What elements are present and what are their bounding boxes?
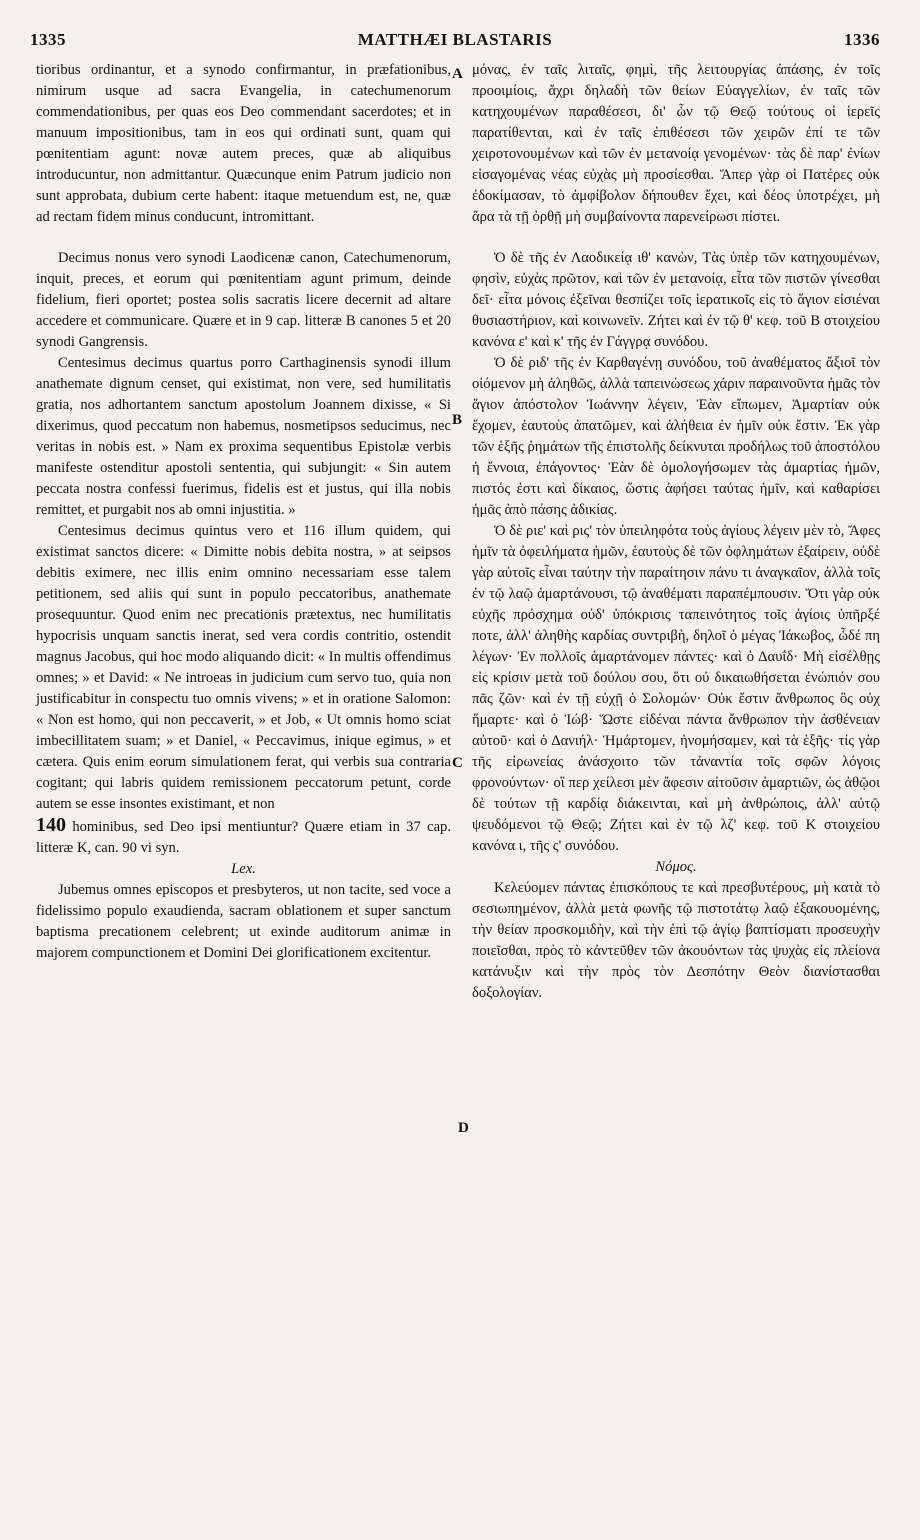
margin-letter-c: C <box>452 755 463 771</box>
latin-paragraph-1: tioribus ordinantur, et a synodo confirmantur, in præfationibus, nimirum usque ad sacra Evangelia, in catechumenorum commendationibus, per quas eos Deo commendant sacerdotes; et in manuum impositionibus, tam in eos qui ordinati sunt, quam qui pœnitentiam agunt: novæ autem preces, quæ ab aliquibus introducuntur, non admittantur. Quæcunque enim Patrum judicio non sunt approbata, dubium certe habent: itaque metuendum est, ne, quæ ad rectam fidem minus conducunt, intromittant. <box>36 62 451 225</box>
latin-paragraph-4-continued <box>36 815 451 859</box>
column-number: 140 <box>36 814 66 836</box>
greek-paragraph-5: Κελεύομεν πάντας ἐπισκόπους τε καὶ πρεσβυτέρους, μὴ κατὰ τὸ σεσιωπημένον, ἀλλὰ μετὰ φωνῆς τῷ πιστοτάτῳ λαῷ ἐξακουομένης, τὴν θείαν προσκομιδὴν, καὶ τὴν ἐπὶ τῷ ἁγίῳ βαπτίσματι προσευχὴν ποιεῖσθαι, πρὸς τὸ κἀντεῦθεν τῶν ἀκουόντων τὰς ψυχὰς εἰς πλείονα κατάνυξιν καὶ τὴν πρὸς τὸν Δεσπότην Θεὸν διανίστασθαι δοξολογίαν. <box>472 880 880 1001</box>
latin-paragraph-4: Centesimus decimus quintus vero et 116 illum quidem, qui existimat sanctos dicere: « Dimitte nobis debita nostra, » at seipsos debitis eximere, nec illis enim omnino necessariam esse talem petitionem, sed aliis qui sunt in populo peccatoribus, anathemate prosequuntur. Quod enim nec precationis prætextus, nec humilitatis hypocrisis unquam sanctis inerat, sed vera cordis contritio, ostendit magnus Jacobus, qui hoc modo aliquando dicit: « In multis offendimus omnes; » et David: « Ne introeas in judicium cum servo tuo, quia non justificabitur in conspectu tuo omnis vivens; » et in oratione Salomon: « Non est homo, qui non peccaverit, » et Job, « Ut omnis homo sciat imbecillitatem suam; » et Daniel, « Peccavimus, inique egimus, » et cætera. Quis enim eorum simulationem ferat, qui verbis sua contraria cogitant; qui labris quidem remissionem peccatorum petunt, corde autem se esse insontes existimant, et non <box>36 523 451 812</box>
greek-paragraph-3: Ὁ δὲ ριδ' τῆς ἐν Καρθαγένῃ συνόδου, τοῦ ἀναθέματος ἄξιοῖ τὸν οἰόμενον μὴ ἀληθῶς, ἀλλὰ ταπεινώσεως χάριν παραινοῦντα ἡμᾶς τὸν ἅγιον ἀπόστολον Ἰωάννην λέγειν, Ἐὰν εἴπωμεν, Ἁμαρτίαν οὐκ ἔχομεν, ἑαυτοὺς ἀπατῶμεν, καὶ ἀλήθεια ἐν ἡμῖν οὐκ ἔστιν. Ἐκ γὰρ τῶν ἑξῆς ῥημάτων τῆς ἐπιστολῆς δείκνυται προδήλως τοῦ ἀποστόλου ἡ ἔννοια, ἐπάγοντος· Ἐὰν δὲ ὁμολογήσωμεν τὰς ἁμαρτίας ἡμῶν, πιστός ἐστι καὶ δίκαιος, ὥστις ἀφήσει ταύτας ἡμῖν, καὶ καθαρίσει ἡμᾶς ἀπὸ πάσης ἀδικίας. <box>472 355 880 518</box>
nomos-heading: Νόμος. <box>655 859 697 875</box>
page-number-left: 1335 <box>30 30 66 49</box>
latin-paragraph-3: Centesimus decimus quartus porro Carthaginensis synodi illum anathemate dignum censet, qui existimat, non vere, sed humilitatis gratia, nos adhortantem sanctum apostolum Joannem dixisse, « Si dixerimus, quod peccatum non habemus, nosmetipsos seducimus, nec veritas in nobis est. » Nam ex proxima sequentibus Epistolæ verbis manifeste ostenditur apostoli sententia, qui subjungit: « Sin autem peccata nostra confessi fuerimus, fidelis est et justus, qui illa nobis remittet, et purgabit nos ab omni injustitia. » <box>36 355 451 518</box>
page-number-right: 1336 <box>844 30 880 49</box>
margin-letter-d: D <box>458 1120 469 1136</box>
greek-column <box>472 60 880 1004</box>
latin-paragraph-4-end: hominibus, sed Deo ipsi mentiuntur? Quære etiam in 37 cap. litteræ K, can. 90 vi syn. <box>36 819 451 856</box>
greek-paragraph-1: μόνας, ἐν ταῖς λιταῖς, φημὶ, τῆς λειτουργίας ἀπάσης, ἐν τοῖς προοιμίοις, ἄχρι δηλαδὴ τῶν θείων Εὐαγγελίων, ἐν ταῖς τῶν κατηχουμένων παραθέσεσι, δι' ὧν τῷ Θεῷ τούτους οἱ ἱερεῖς παρατίθενται, καὶ ἐν ταῖς ἐπιθέσεσι τῶν χειρῶν ἐπί τε τῶν χειροτονουμένων καὶ τῶν ἐν μετανοίᾳ γενομένων· τὰς δὲ παρ' ἐνίων εἰσαγομένας νέας εὐχὰς μὴ προσίεσθαι. Ἅπερ γὰρ οἱ Πατέρες οὐκ ἐδοκίμασαν, τὸ ἀμφίβολον δήπουθεν ἔχει, καὶ δέος ὑποτρέχει, μὴ ἄρα τὰ τῇ ὀρθῇ μὴ συμβαίνοντα παρενείρωσι πίστει. <box>472 62 880 225</box>
page-header <box>30 30 880 60</box>
latin-paragraph-2: Decimus nonus vero synodi Laodicenæ canon, Catechumenorum, inquit, preces, et eorum qui pœnitentiam agunt primum, deinde fidelium, fieri oportet; postea solis sacratis licere decernit ad altare accedere et communicare. Quære et in 9 cap. litteræ B canones 5 et 20 synodi Gangrensis. <box>36 250 451 350</box>
lex-heading: Lex. <box>231 861 256 877</box>
greek-paragraph-4: Ὁ δὲ ριε' καὶ ρις' τὸν ὑπειληφότα τοὺς ἁγίους λέγειν μὲν τὸ, Ἄφες ἡμῖν τὰ ὀφειλήματα ἡμῶν, ἑαυτοὺς δὲ τῶν ὀφλημάτων ἐξαίρειν, οὐδὲ γὰρ αὐτοῖς εἶναι ταύτην τὴν παραίτησιν πάνυ τι ἀναγκαῖον, ἀλλὰ τοῖς ἐν τῷ λαῷ ἁμαρτάνουσι, τῷ ἀναθέματι παραπέμπουσιν. Ὅτι γὰρ οὐκ εὐχῆς πρόσχημα οὐδ' ὑπόκρισις ταπεινότητος τοῖς ἁγίοις ὑπῆρξέ ποτε, ἀλλ' ἀληθὴς καρδίας συντριβὴ, δηλοῖ ὁ μέγας Ἰάκωβος, ὧδέ πη λέγων· Ἐν πολλοῖς ἁμαρτάνομεν πάντες· καὶ ὁ Δαυΐδ· Μὴ εἰσέλθῃς εἰς κρίσιν μετὰ τοῦ δούλου σου, ὅτι οὐ δικαιωθήσεται ἐνώπιόν σου πᾶς ζῶν· καὶ ἐν τῇ εὐχῇ ὁ Σολομών· Οὐκ ἔστιν ἄνθρωπος ὃς οὐχ ἥμαρτε· καὶ ὁ Ἰώβ· Ὥστε εἰδέναι πάντα ἄνθρωπον τὴν ἀσθένειαν αὐτοῦ· καὶ ὁ Δανιήλ· Ἡμάρτομεν, ἠνομήσαμεν, καὶ τὰ ἑξῆς· τίς γὰρ τῆς εἰρωνείας ἀνάσχοιτο τῶν τἀναντία τοῖς σφῶν λόγοις φρονούντων· οἳ περ χείλεσι μὲν ἄφεσιν αἰτοῦσιν ἁμαρτιῶν, ὡς ἀθῷοι δὲ τούτων τῇ καρδίᾳ διάκεινται, καὶ μὴ ἀνθρώποις, ἀλλ' αὐτῷ ψευδόμενοι τῷ Θεῷ; Ζήτει καὶ ἐν τῷ λζ' κεφ. τοῦ Κ στοιχείου κανόνα ι, τῆς ς' συνόδου. <box>472 523 880 854</box>
greek-paragraph-2: Ὁ δὲ τῆς ἐν Λαοδικείᾳ ιθ' κανὼν, Τὰς ὑπὲρ τῶν κατηχουμένων, φησὶν, εὐχὰς πρῶτον, καὶ τῶν ἐν μετανοίᾳ, εἶτα τῶν πιστῶν γίνεσθαι δεῖ· εἶτα μόνοις ἐξεῖναι θεσπίζει τοῖς ἱερατικοῖς εἰς τὸ ἅγιον εἰσιέναι θυσιαστήριον, καὶ κοινωνεῖν. Ζήτει καὶ ἐν τῷ θ' κεφ. τοῦ Β στοιχείου κανόνα ε' καὶ κ' τῆς ἐν Γάγγρᾳ συνόδου. <box>472 250 880 350</box>
latin-column <box>36 60 451 964</box>
margin-letter-a: A <box>452 66 463 82</box>
margin-letter-b: B <box>452 412 463 428</box>
latin-paragraph-5: Jubemus omnes episcopos et presbyteros, ut non tacite, sed voce a fidelissimo populo exaudienda, sacram oblationem et super sanctum baptisma precationem celebrent; ut exinde auditorum animæ in majorem compunctionem et Domini Dei glorificationem excitentur. <box>36 882 451 961</box>
running-title: MATTHÆI BLASTARIS <box>357 30 553 49</box>
